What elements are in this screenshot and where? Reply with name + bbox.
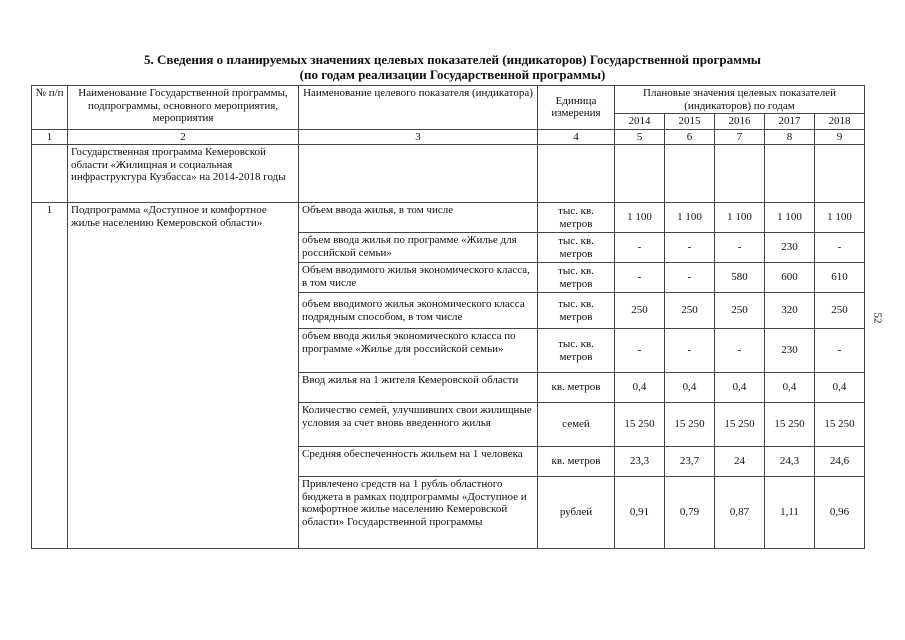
col-number: 1 bbox=[32, 129, 68, 145]
indicator-value: 15 250 bbox=[765, 403, 815, 447]
header-row-1 bbox=[32, 86, 865, 114]
document-title bbox=[30, 52, 875, 82]
col-number: 9 bbox=[815, 129, 865, 145]
indicator-unit: тыс. кв. метров bbox=[538, 293, 615, 329]
indicator-value: 0,4 bbox=[765, 373, 815, 403]
indicator-value: - bbox=[815, 233, 865, 263]
indicator-value: - bbox=[615, 233, 665, 263]
indicator-value: 0,96 bbox=[815, 477, 865, 549]
header-year: 2017 bbox=[765, 114, 815, 130]
program-value bbox=[765, 145, 815, 203]
indicator-value: 0,4 bbox=[615, 373, 665, 403]
indicator-value: - bbox=[815, 329, 865, 373]
title-line-2: (по годам реализации Государственной программы) bbox=[299, 67, 606, 82]
col-number: 8 bbox=[765, 129, 815, 145]
col-number: 6 bbox=[665, 129, 715, 145]
indicators-table bbox=[31, 85, 865, 549]
indicator-value: 0,4 bbox=[815, 373, 865, 403]
indicator-name: объем ввода жилья экономического класса по программе «Жилье для российской семьи» bbox=[299, 329, 538, 373]
indicator-value: 0,87 bbox=[715, 477, 765, 549]
indicator-name: объем вводимого жилья экономического класса подрядным способом, в том числе bbox=[299, 293, 538, 329]
header-planned: Плановые значения целевых показателей (индикаторов) по годам bbox=[615, 86, 865, 114]
indicator-value: 1 100 bbox=[665, 203, 715, 233]
header-name: Наименование Государственной программы, подпрограммы, основного мероприятия, мероприятия bbox=[68, 86, 299, 130]
indicator-value: 0,4 bbox=[715, 373, 765, 403]
indicator-value: 15 250 bbox=[665, 403, 715, 447]
indicator-value: - bbox=[665, 329, 715, 373]
program-indicator bbox=[299, 145, 538, 203]
indicator-value: 600 bbox=[765, 263, 815, 293]
indicator-name: Количество семей, улучшивших свои жилищные условия за счет вновь введенного жилья bbox=[299, 403, 538, 447]
indicator-value: - bbox=[665, 233, 715, 263]
indicator-value: 1 100 bbox=[615, 203, 665, 233]
header-year: 2016 bbox=[715, 114, 765, 130]
indicator-value: - bbox=[615, 329, 665, 373]
program-value bbox=[665, 145, 715, 203]
indicator-value: 0,4 bbox=[665, 373, 715, 403]
program-name: Государственная программа Кемеровской области «Жилищная и социальная инфраструктура Кузбасса» на 2014-2018 годы bbox=[68, 145, 299, 203]
indicator-value: 15 250 bbox=[715, 403, 765, 447]
indicator-name: Средняя обеспеченность жильем на 1 человека bbox=[299, 447, 538, 477]
indicator-value: 250 bbox=[615, 293, 665, 329]
indicator-value: 0,91 bbox=[615, 477, 665, 549]
header-num: № п/п bbox=[32, 86, 68, 130]
indicator-value: 24 bbox=[715, 447, 765, 477]
indicator-value: 1,11 bbox=[765, 477, 815, 549]
page-number: 52 bbox=[871, 312, 884, 324]
header-year: 2014 bbox=[615, 114, 665, 130]
title-line-1: 5. Сведения о планируемых значениях целевых показателей (индикаторов) Государственной программы bbox=[144, 52, 761, 67]
indicator-name: Привлечено средств на 1 рубль областного бюджета в рамках подпрограммы «Доступное и комфортное жилье населению Кемеровской области» Государственной программы bbox=[299, 477, 538, 549]
table-row bbox=[32, 203, 865, 233]
indicator-value: 230 bbox=[765, 233, 815, 263]
col-number: 7 bbox=[715, 129, 765, 145]
header-indicator: Наименование целевого показателя (индикатора) bbox=[299, 86, 538, 130]
indicator-value: 1 100 bbox=[815, 203, 865, 233]
indicator-value: 230 bbox=[765, 329, 815, 373]
indicator-value: - bbox=[665, 263, 715, 293]
indicator-value: - bbox=[715, 233, 765, 263]
header-year: 2015 bbox=[665, 114, 715, 130]
program-value bbox=[715, 145, 765, 203]
program-value bbox=[815, 145, 865, 203]
indicator-value: - bbox=[715, 329, 765, 373]
indicator-unit: рублей bbox=[538, 477, 615, 549]
indicator-value: 23,7 bbox=[665, 447, 715, 477]
indicator-value: 320 bbox=[765, 293, 815, 329]
indicator-value: 610 bbox=[815, 263, 865, 293]
indicator-value: 580 bbox=[715, 263, 765, 293]
indicator-value: 250 bbox=[665, 293, 715, 329]
indicator-value: 15 250 bbox=[615, 403, 665, 447]
indicator-value: 15 250 bbox=[815, 403, 865, 447]
subprogram-name: Подпрограмма «Доступное и комфортное жилье населению Кемеровской области» bbox=[68, 203, 299, 549]
indicator-name: Объем ввода жилья, в том числе bbox=[299, 203, 538, 233]
indicator-name: объем ввода жилья по программе «Жилье для российской семьи» bbox=[299, 233, 538, 263]
col-number: 4 bbox=[538, 129, 615, 145]
indicator-value: 23,3 bbox=[615, 447, 665, 477]
subprogram-num: 1 bbox=[32, 203, 68, 549]
col-number: 3 bbox=[299, 129, 538, 145]
indicator-value: - bbox=[615, 263, 665, 293]
indicator-value: 24,6 bbox=[815, 447, 865, 477]
indicator-unit: тыс. кв. метров bbox=[538, 263, 615, 293]
program-row bbox=[32, 145, 865, 203]
indicator-unit: кв. метров bbox=[538, 373, 615, 403]
program-num bbox=[32, 145, 68, 203]
indicator-unit: семей bbox=[538, 403, 615, 447]
column-numbers-row bbox=[32, 129, 865, 145]
indicator-name: Объем вводимого жилья экономического класса, в том числе bbox=[299, 263, 538, 293]
indicator-value: 250 bbox=[715, 293, 765, 329]
indicator-unit: тыс. кв. метров bbox=[538, 203, 615, 233]
indicator-unit: кв. метров bbox=[538, 447, 615, 477]
program-value bbox=[615, 145, 665, 203]
indicator-unit: тыс. кв. метров bbox=[538, 329, 615, 373]
indicator-value: 250 bbox=[815, 293, 865, 329]
program-unit bbox=[538, 145, 615, 203]
indicator-unit: тыс. кв. метров bbox=[538, 233, 615, 263]
header-year: 2018 bbox=[815, 114, 865, 130]
indicator-name: Ввод жилья на 1 жителя Кемеровской области bbox=[299, 373, 538, 403]
indicator-value: 1 100 bbox=[715, 203, 765, 233]
indicator-value: 24,3 bbox=[765, 447, 815, 477]
header-unit: Единица измерения bbox=[538, 86, 615, 130]
indicator-value: 1 100 bbox=[765, 203, 815, 233]
col-number: 2 bbox=[68, 129, 299, 145]
indicator-value: 0,79 bbox=[665, 477, 715, 549]
col-number: 5 bbox=[615, 129, 665, 145]
